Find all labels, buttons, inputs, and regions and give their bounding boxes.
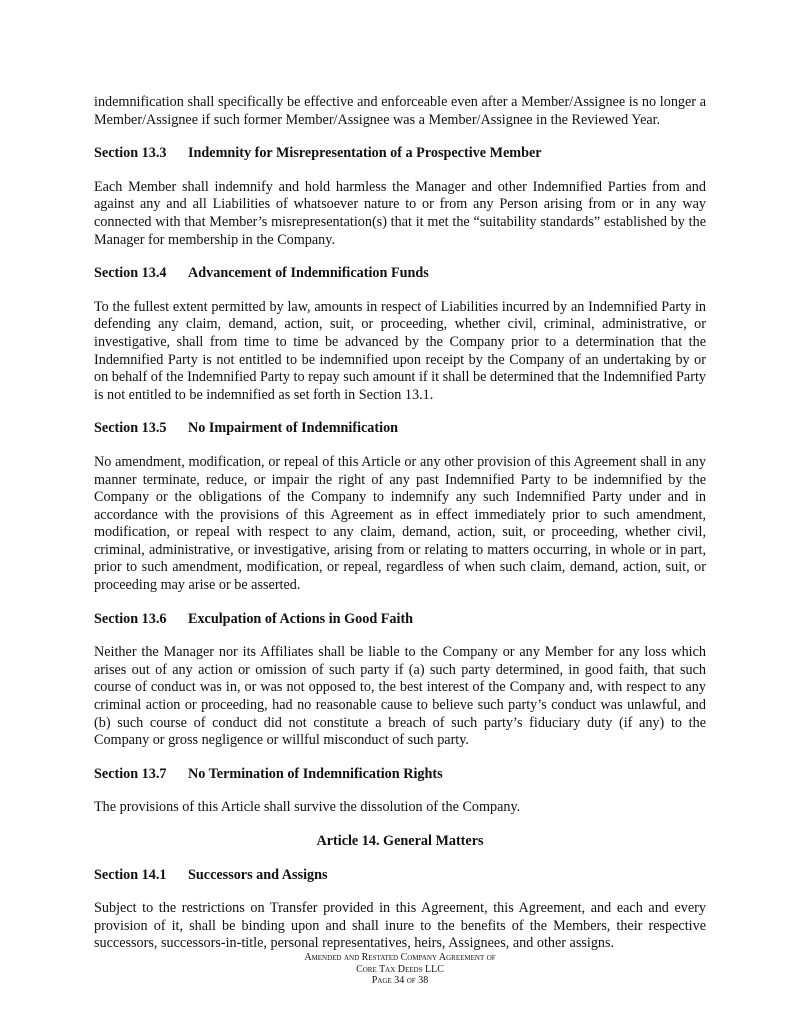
section-title: Exculpation of Actions in Good Faith	[188, 610, 414, 627]
section-14-1-heading	[94, 867, 706, 885]
section-title: Successors and Assigns	[188, 866, 328, 883]
section-13-7-body: The provisions of this Article shall survive the dissolution of the Company.	[94, 799, 521, 816]
section-13-7-heading	[94, 766, 706, 784]
section-13-5-body: No amendment, modification, or repeal of this Article or any other provision of this Agreement shall in any manner terminate, reduce, or impair the right of any past Indemnified Party to be indemnified by the Company or the obligations of the Company to indemnify any such Indemnified Party under and in accordance with the provisions of this Agreement as in effect immediately prior to such amendment, modification, or repeal with respect to any claim, demand, action, suit, or proceeding, whether civil, criminal, administrative, or investigative, arising from or relating to matters occurring, in whole or in part, prior to such amendment, modification, or repeal, regardless of when such claim, demand, action, suit, or proceeding may arise or be asserted.	[94, 453, 706, 594]
section-13-6-heading	[94, 611, 706, 629]
section-13-6-body: Neither the Manager nor its Affiliates shall be liable to the Company or any Member for any loss which arises out of any action or omission of such party if (a) such party determined, in good faith, that such course of conduct was in, or was not opposed to, the best interest of the Company and, with respect to any criminal action or proceeding, had no reasonable cause to believe such party’s conduct was unlawful, and (b) such course of conduct did not constitute a breach of such party’s fiduciary duty (if any) to the Company or gross negligence or willful misconduct of such party.	[94, 644, 706, 749]
section-14-1-body: Subject to the restrictions on Transfer provided in this Agreement, this Agreement, and each and every provision of it, shall be binding upon and shall inure to the benefits of the Members, their respective successors, successors-in-title, personal representatives, heirs, Assignees, and other assigns.	[94, 900, 706, 952]
section-title: No Termination of Indemnification Rights	[188, 765, 443, 782]
section-number: Section 13.4	[94, 265, 167, 282]
section-13-3-heading	[94, 145, 706, 163]
section-number: Section 13.7	[94, 765, 167, 782]
section-number: Section 13.6	[94, 610, 167, 627]
footer-agreement-title: Amended and Restated Company Agreement of	[304, 952, 496, 963]
section-title: No Impairment of Indemnification	[188, 420, 399, 437]
page-footer	[0, 952, 800, 987]
section-title: Advancement of Indemnification Funds	[188, 265, 429, 282]
section-13-4-body: To the fullest extent permitted by law, amounts in respect of Liabilities incurred by an Indemnified Party in defending any claim, demand, action, suit, or proceeding, whether civil, criminal, administrative, or investigative, shall from time to time be advanced by the Company prior to a determination that the Indemnified Party is not entitled to be indemnified upon receipt by the Company of an undertaking by or on behalf of the Indemnified Party to repay such amount if it shall be determined that the Indemnified Party is not entitled to be indemnified as set forth in Section 13.1.	[94, 298, 706, 403]
section-number: Section 13.5	[94, 420, 167, 437]
section-13-3-body: Each Member shall indemnify and hold harmless the Manager and other Indemnified Parties from and against any and all Liabilities of whatsoever nature to or from any Person arising from or in any way connected with that Member’s misrepresentation(s) that it met the “suitability standards” established by the Manager for membership in the Company.	[94, 178, 706, 248]
footer-page-number: Page 34 of 38	[371, 975, 429, 986]
continuation-paragraph: indemnification shall specifically be effective and enforceable even after a Member/Assignee is no longer a Member/Assignee if such former Member/Assignee was a Member/Assignee in the Reviewed Year.	[94, 94, 706, 128]
article-14-heading: Article 14. General Matters	[316, 833, 484, 849]
section-13-4-heading	[94, 265, 706, 283]
document-page	[94, 94, 706, 953]
footer-company-name: Core Tax Deeds LLC	[356, 963, 444, 975]
section-13-5-heading	[94, 420, 706, 438]
section-number: Section 13.3	[94, 145, 167, 162]
section-number: Section 14.1	[94, 866, 167, 883]
section-title: Indemnity for Misrepresentation of a Prospective Member	[188, 145, 542, 162]
